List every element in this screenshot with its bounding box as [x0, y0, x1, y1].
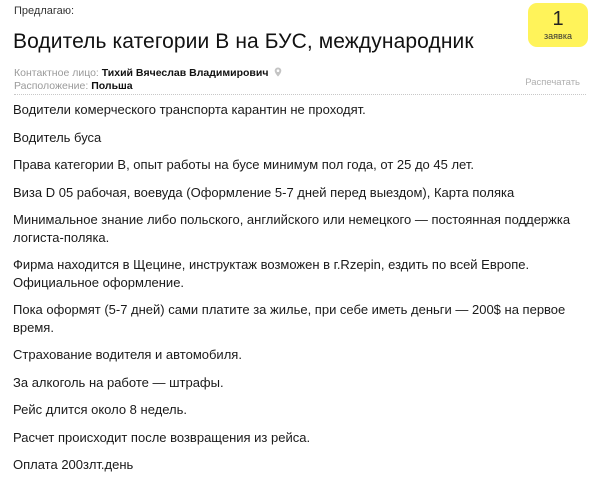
description-paragraph: Минимальное знание либо польского, английского или немецкого — постоянная поддержка логиста-поляка. — [13, 212, 571, 245]
contact-label: Контактное лицо: — [14, 67, 99, 79]
listing-kicker: Предлагаю: — [14, 5, 75, 17]
description-paragraph: Пока оформят (5-7 дней) сами платите за жилье, при себе иметь деньги — 200$ на первое время. — [13, 302, 566, 335]
contact-name: Тихий Вячеслав Владимирович — [101, 67, 269, 79]
description-paragraph: Страхование водителя и автомобиля. — [13, 347, 242, 362]
header-divider — [14, 94, 586, 95]
description-paragraph: Оплата 200злт.день — [13, 457, 134, 472]
print-link[interactable]: Распечатать — [525, 77, 580, 88]
description-paragraph: Рейс длится около 8 недель. — [13, 402, 187, 417]
contact-row — [14, 67, 282, 80]
job-description — [13, 101, 573, 484]
description-paragraph: Фирма находится в Щецине, инструктаж возможен в г.Rzepin, ездить по всей Европе. Официальное оформление. — [13, 257, 530, 290]
description-paragraph: Виза D 05 рабочая, воевуда (Оформление 5-7 дней перед выездом), Карта поляка — [13, 184, 515, 200]
location-row — [14, 80, 133, 93]
map-pin-icon[interactable] — [274, 67, 282, 77]
applications-label: заявка — [544, 31, 572, 41]
applications-badge[interactable] — [528, 3, 588, 47]
applications-count: 1 — [552, 8, 564, 30]
description-paragraph: Права категории В, опыт работы на бусе минимум пол года, от 25 до 45 лет. — [13, 157, 474, 172]
location-value: Польша — [91, 80, 133, 92]
job-title: Водитель категории В на БУС, международник — [13, 30, 474, 53]
description-paragraph: Расчет происходит после возвращения из рейса. — [13, 429, 311, 445]
description-paragraph: Водители комерческого транспорта карантин не проходят. — [13, 102, 366, 117]
description-paragraph: Водитель буса — [13, 129, 102, 145]
description-paragraph: За алкоголь на работе — штрафы. — [13, 374, 224, 390]
location-label: Расположение: — [14, 80, 89, 92]
